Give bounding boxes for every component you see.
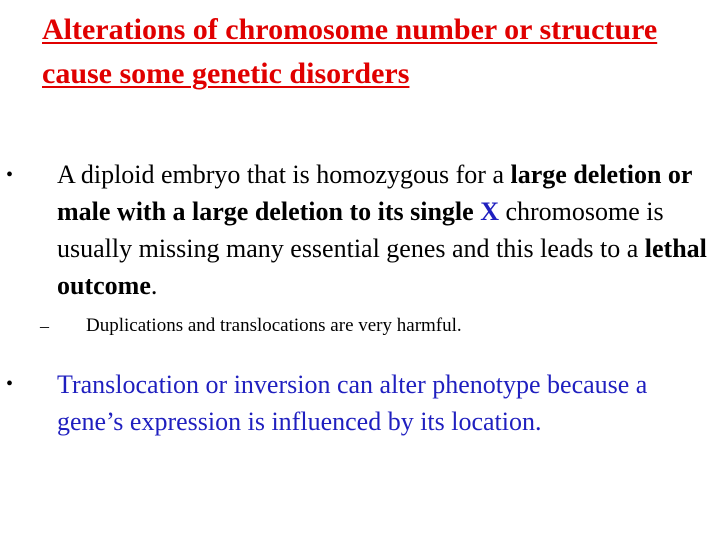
bullet-1-text: [57, 156, 707, 304]
bullet-1-large-deletion: large deletion or male with a large deletion to its single: [57, 160, 692, 226]
x-chromosome-label: X: [480, 197, 499, 226]
bullet-1-period: .: [150, 271, 158, 300]
sub-bullet-text: Duplications and translocations are very harmful.: [86, 315, 462, 336]
bullet-marker-1: •: [6, 164, 14, 186]
bullet-1-part4: chromosome is usually missing many essential genes and this leads to a: [57, 197, 664, 263]
sub-bullet-marker: –: [40, 316, 49, 336]
bullet-1-lethal-outcome: lethal outcome: [57, 234, 707, 300]
slide-title: Alterations of chromosome number or structure cause some genetic disorders: [42, 13, 658, 90]
bullet-marker-2: •: [6, 373, 14, 395]
bullet-1-part1: A diploid embryo that is homozygous for a: [57, 160, 511, 189]
bullet-2-text: Translocation or inversion can alter phenotype because a gene’s expression is influenced by its location.: [57, 370, 648, 436]
